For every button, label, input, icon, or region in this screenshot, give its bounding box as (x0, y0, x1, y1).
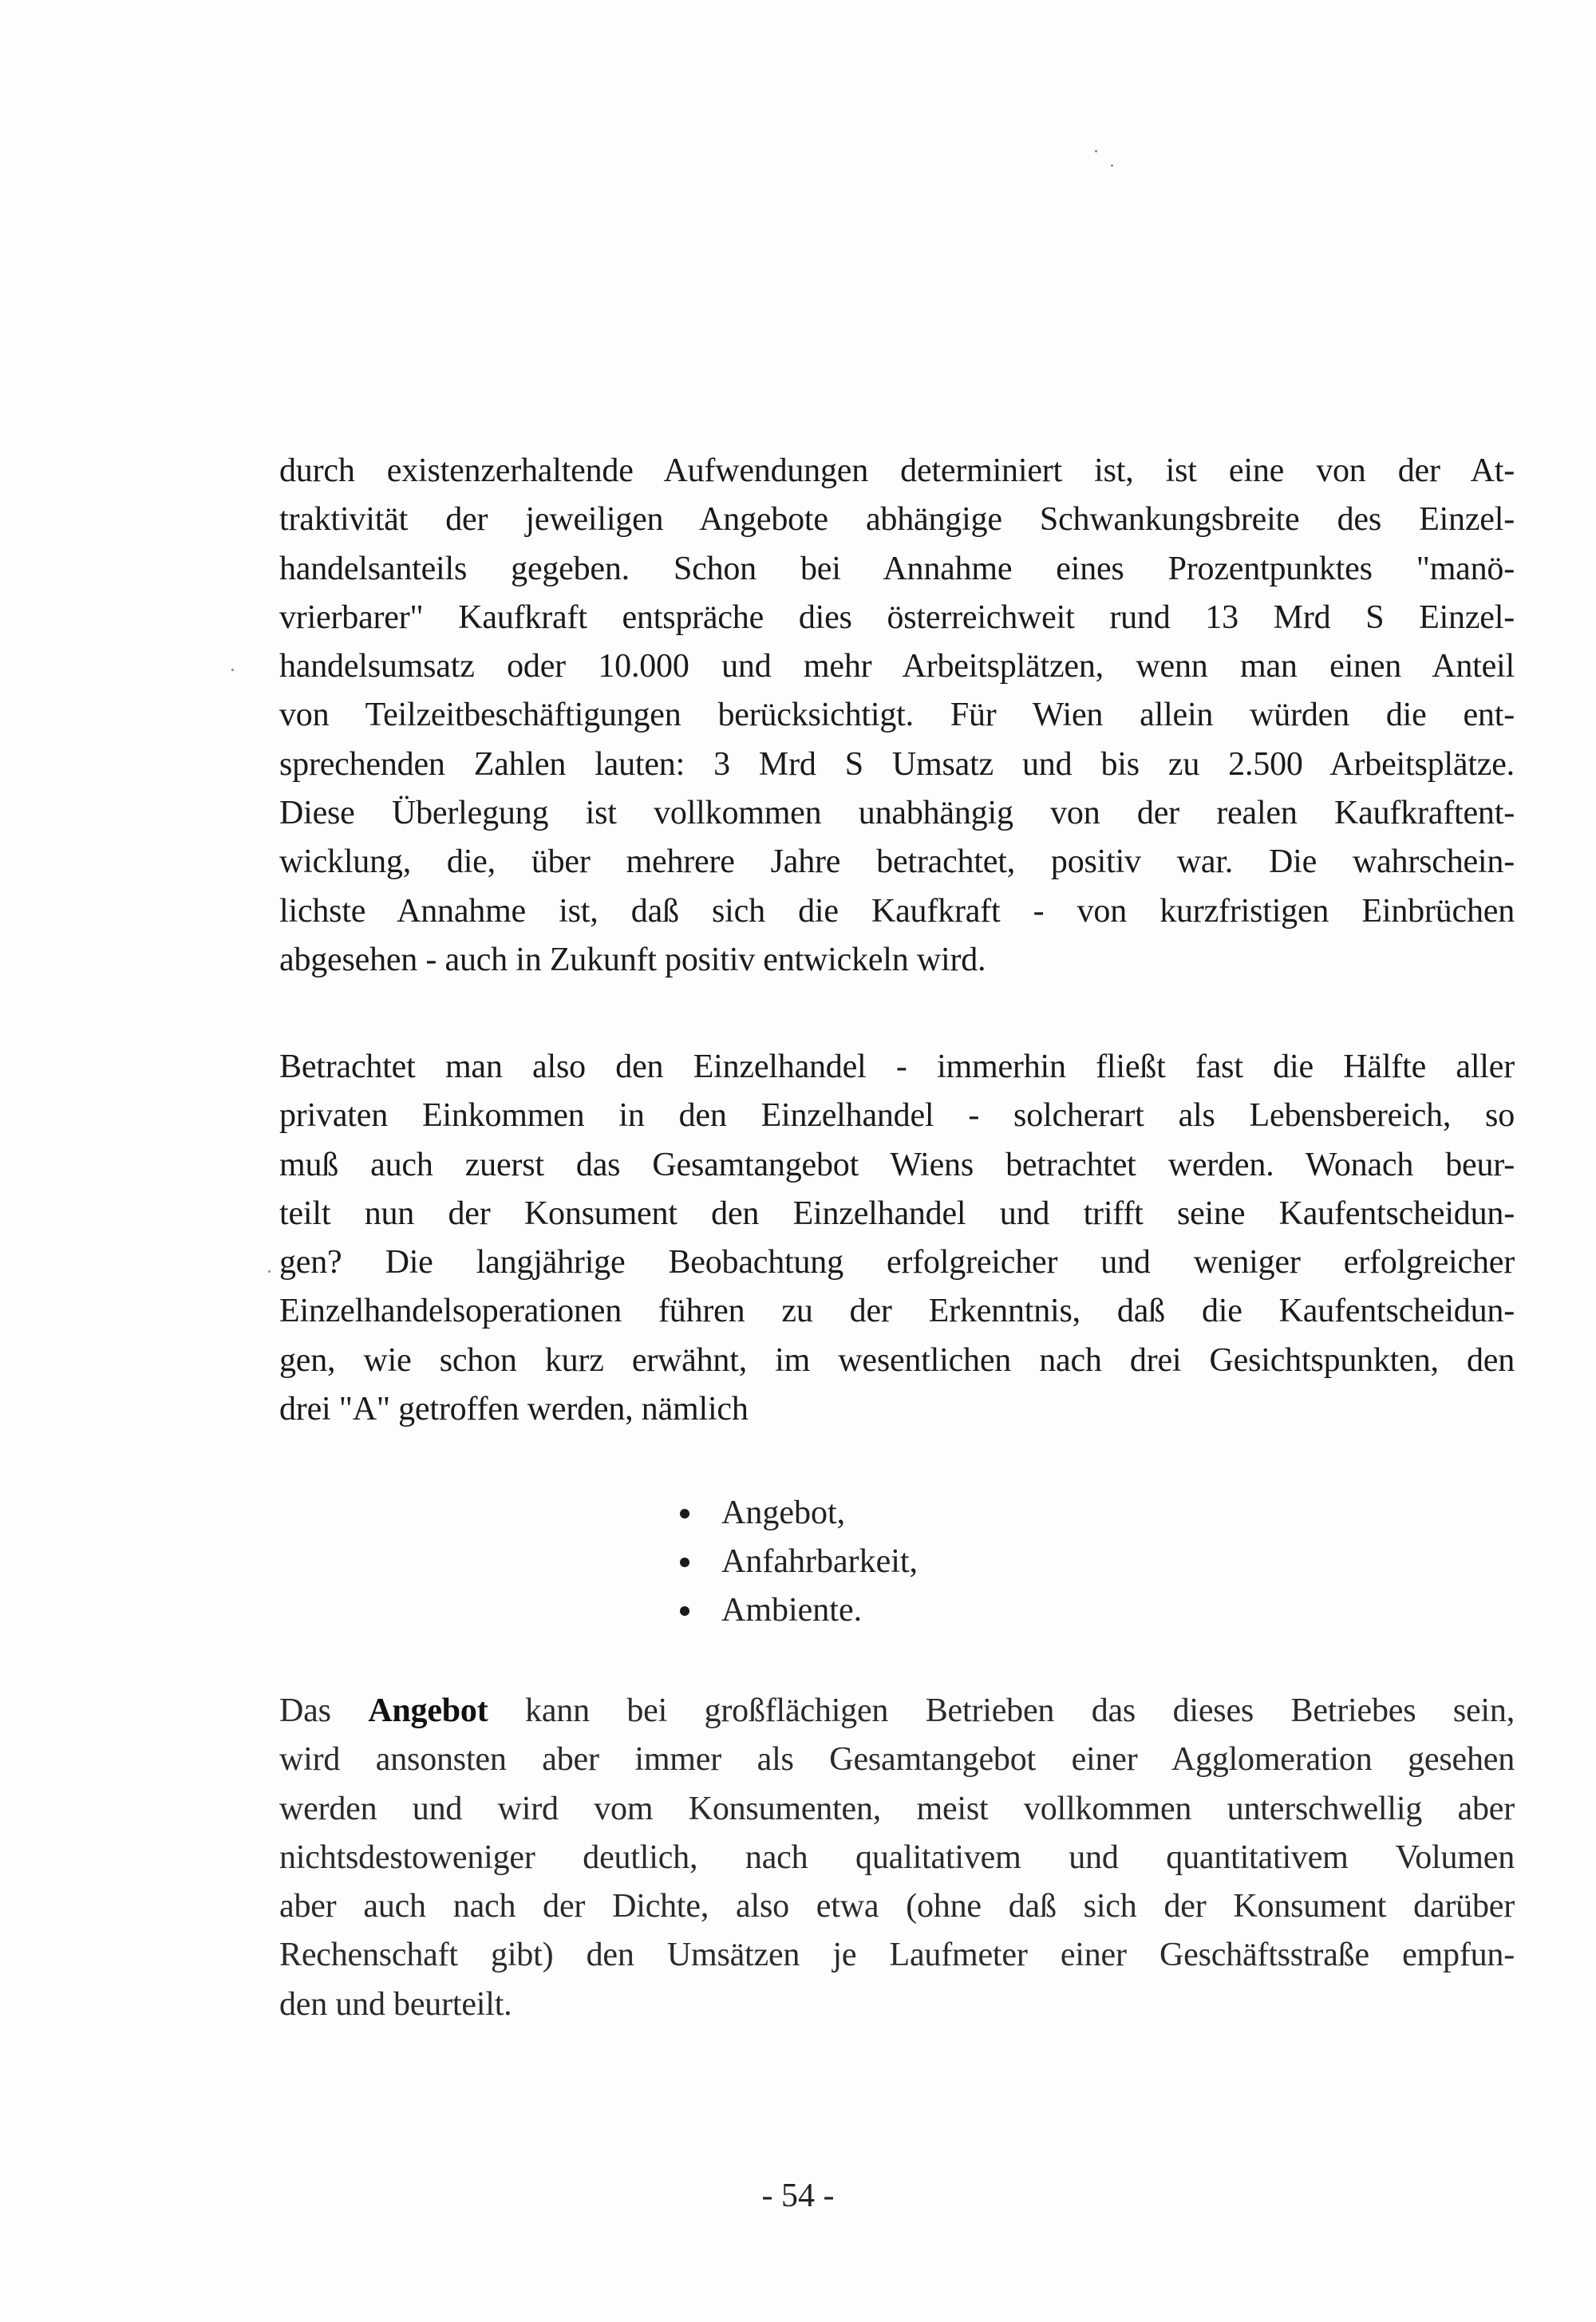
bullet-icon (680, 1558, 689, 1567)
paragraph-line: durch existenzerhaltende Aufwendungen determiniert ist, ist eine von der At- (279, 452, 1515, 489)
line-rest: kann bei großflächigen Betrieben das dieses Betriebes sein, (525, 1692, 1515, 1729)
bullet-icon (680, 1606, 689, 1616)
scan-speck (231, 669, 234, 671)
paragraph-line: sprechenden Zahlen lauten: 3 Mrd S Umsatz und bis zu 2.500 Arbeitsplätze. (279, 745, 1515, 783)
paragraph-1 (279, 447, 1515, 985)
paragraph-line: Einzelhandelsoperationen führen zu der Erkenntnis, daß die Kaufentscheidun- (279, 1293, 1515, 1330)
paragraph-line: wicklung, die, über mehrere Jahre betrachtet, positiv war. Die wahrschein- (279, 843, 1515, 881)
paragraph-line: abgesehen - auch in Zukunft positiv entwickeln wird. (279, 941, 986, 978)
paragraph-line: Rechenschaft gibt) den Umsätzen je Laufmeter einer Geschäftsstraße empfun- (279, 1937, 1515, 1974)
page-number: - 54 - (761, 2178, 835, 2214)
paragraph-line: aber auch nach der Dichte, also etwa (ohne daß sich der Konsument darüber (279, 1888, 1515, 1925)
paragraph-line: Betrachtet man also den Einzelhandel - immerhin fließt fast die Hälfte aller (279, 1048, 1515, 1085)
list-item-label: Anfahrbarkeit, (721, 1543, 918, 1580)
paragraph-line: gen, wie schon kurz erwähnt, im wesentlichen nach drei Gesichtspunkten, den (279, 1341, 1515, 1379)
line-prefix: Das (279, 1692, 331, 1729)
paragraph-line: handelsanteils gegeben. Schon bei Annahme eines Prozentpunktes "manö- (279, 550, 1515, 587)
scan-speck (268, 1270, 271, 1273)
paragraph-line: muß auch zuerst das Gesamtangebot Wiens betrachtet werden. Wonach beur- (279, 1146, 1515, 1183)
paragraph-line: vrierbarer" Kaufkraft entspräche dies österreichweit rund 13 Mrd S Einzel- (279, 598, 1515, 636)
list-item-label: Ambiente. (721, 1592, 863, 1629)
scan-speck (1095, 150, 1097, 152)
paragraph-line: traktivität der jeweiligen Angebote abhängige Schwankungsbreite des Einzel- (279, 501, 1515, 539)
paragraph-line: Diese Überlegung ist vollkommen unabhängig von der realen Kaufkraftent- (279, 795, 1515, 832)
paragraph-2 (279, 1043, 1515, 1434)
list-item (677, 1586, 918, 1635)
paragraph-line: von Teilzeitbeschäftigungen berücksichtigt. Für Wien allein würden die ent- (279, 697, 1515, 734)
bullet-icon (680, 1509, 689, 1518)
list-item (677, 1489, 918, 1538)
paragraph-line: handelsumsatz oder 10.000 und mehr Arbeitsplätzen, wenn man einen Anteil (279, 648, 1515, 685)
list-item (677, 1538, 918, 1586)
paragraph-line (279, 1687, 1515, 1736)
paragraph-line: den und beurteilt. (279, 1985, 512, 2023)
paragraph-line: privaten Einkommen in den Einzelhandel - solcherart als Lebensbereich, so (279, 1097, 1515, 1135)
bullet-list (677, 1489, 918, 1635)
paragraph-line: gen? Die langjährige Beobachtung erfolgreicher und weniger erfolgreicher (279, 1244, 1515, 1281)
paragraph-3 (279, 1687, 1515, 2029)
paragraph-line: teilt nun der Konsument den Einzelhandel und trifft seine Kaufentscheidun- (279, 1195, 1515, 1232)
paragraph-line: wird ansonsten aber immer als Gesamtangebot einer Agglomeration gesehen (279, 1741, 1515, 1779)
bold-term: Angebot (368, 1692, 488, 1729)
scan-speck (1111, 164, 1113, 167)
list-item-label: Angebot, (721, 1495, 846, 1531)
paragraph-line: lichste Annahme ist, daß sich die Kaufkraft - von kurzfristigen Einbrüchen (279, 892, 1515, 930)
paragraph-line: drei "A" getroffen werden, nämlich (279, 1391, 749, 1428)
paragraph-line: nichtsdestoweniger deutlich, nach qualitativem und quantitativem Volumen (279, 1838, 1515, 1876)
paragraph-line: werden und wird vom Konsumenten, meist vollkommen unterschwellig aber (279, 1790, 1515, 1827)
